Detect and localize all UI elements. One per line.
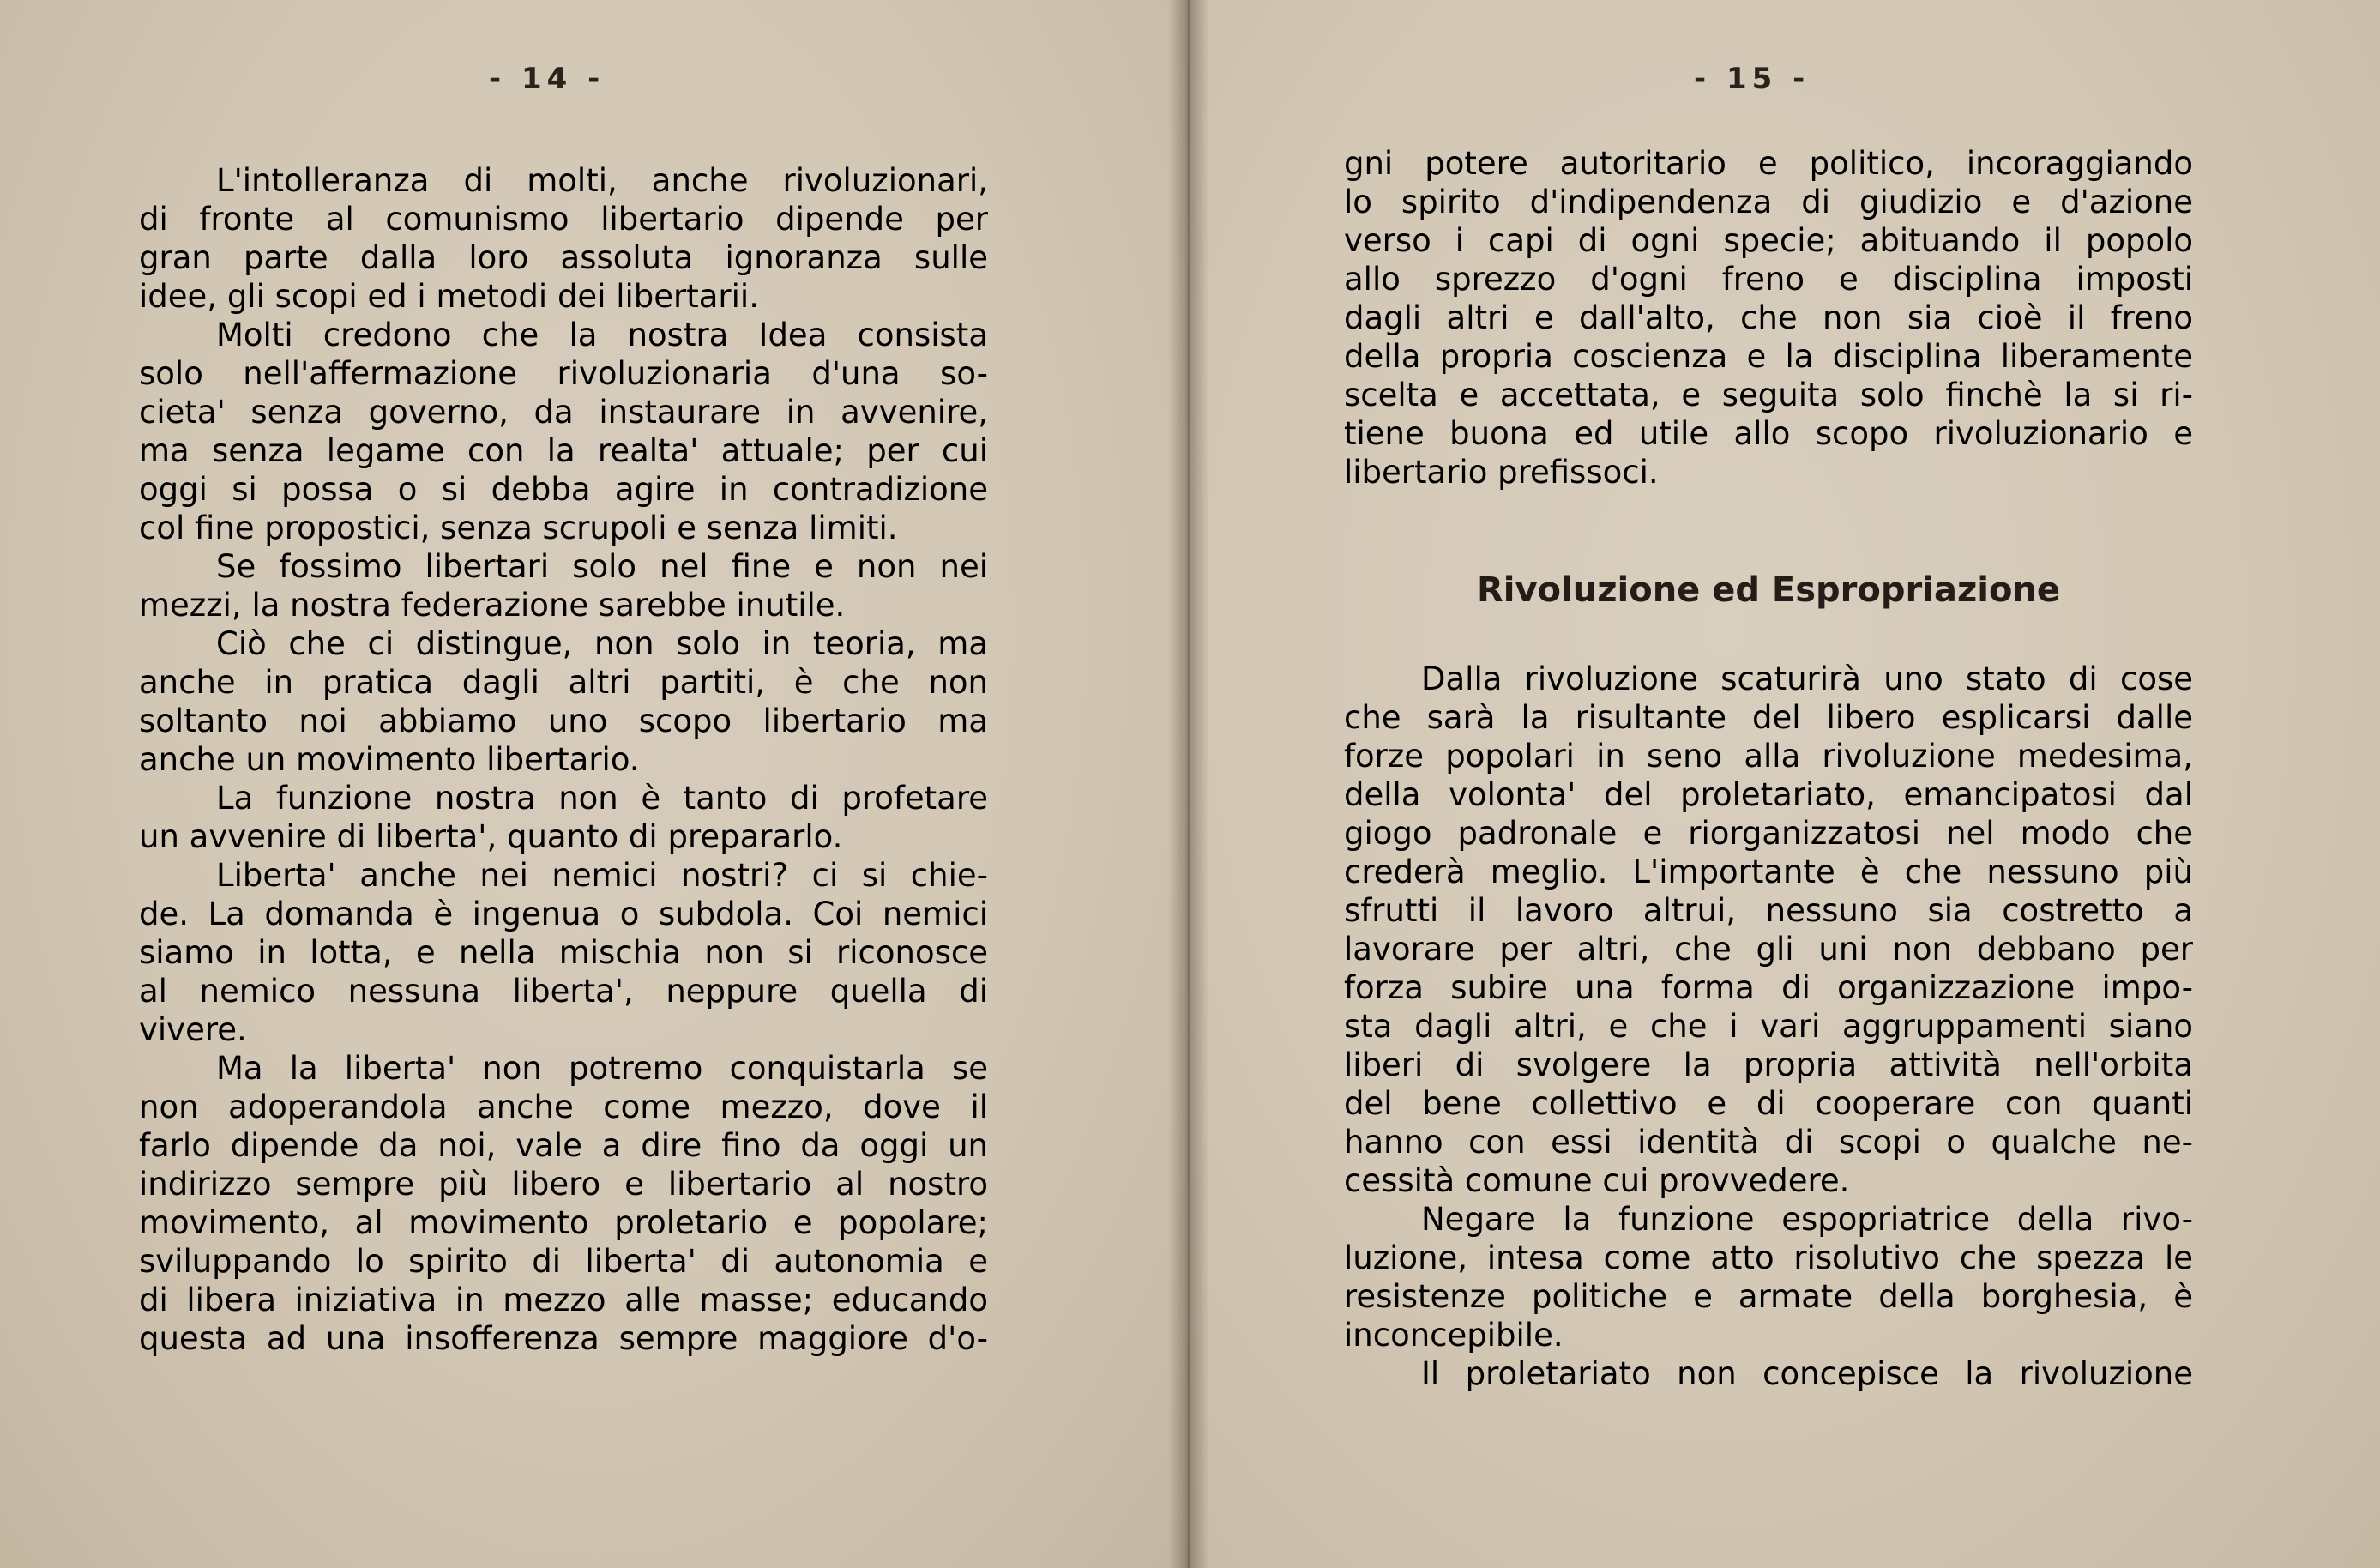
text-line: lavorare per altri, che gli uni non debbano per	[1344, 931, 2193, 968]
text-line: un avvenire di liberta', quanto di prepararlo.	[139, 818, 843, 855]
text-line: del bene collettivo e di cooperare con quanti	[1344, 1085, 2193, 1122]
text-line: Se fossimo libertari solo nel fine e non nei	[216, 548, 988, 585]
text-line: della volonta' del proletariato, emancipatosi dal	[1344, 776, 2193, 813]
text-line: siamo in lotta, e nella mischia non si riconosce	[139, 934, 988, 971]
text-line: gran parte dalla loro assoluta ignoranza sulle	[139, 239, 988, 276]
text-line: indirizzo sempre più libero e libertario al nostro	[139, 1166, 988, 1203]
section-heading: Rivoluzione ed Espropriazione	[1476, 570, 2061, 610]
text-line: Dalla rivoluzione scaturirà uno stato di cose	[1421, 660, 2193, 697]
text-line: di libera iniziativa in mezzo alle masse; educando	[139, 1282, 988, 1318]
text-line: forze popolari in seno alla rivoluzione medesima,	[1344, 738, 2193, 775]
text-line: scelta e accettata, e seguita solo finchè la si ri-	[1344, 377, 2193, 413]
text-line: della propria coscienza e la disciplina liberamente	[1344, 338, 2193, 375]
text-line: liberi di svolgere la propria attività nell'orbita	[1344, 1046, 2193, 1083]
text-line: tiene buona ed utile allo scopo rivoluzionario e	[1344, 415, 2193, 452]
text-line: sviluppando lo spirito di liberta' di autonomia e	[139, 1243, 988, 1280]
text-line: Ma la liberta' non potremo conquistarla se	[216, 1050, 988, 1087]
page-number: - 15 -	[1694, 62, 1811, 96]
text-line: ma senza legame con la realta' attuale; per cui	[139, 432, 988, 469]
text-line: giogo padronale e riorganizzatosi nel modo che	[1344, 815, 2193, 852]
text-line: soltanto noi abbiamo uno scopo libertario ma	[139, 703, 988, 739]
text-line: cessità comune cui provvedere.	[1344, 1162, 1850, 1199]
text-line: forza subire una forma di organizzazione impo-	[1344, 969, 2193, 1006]
text-line: gni potere autoritario e politico, incoraggiando	[1344, 145, 2193, 182]
right-text-top	[1344, 144, 2193, 492]
text-line: resistenze politiche e armate della borghesia, è	[1344, 1278, 2193, 1315]
page-number: - 14 -	[489, 62, 606, 96]
text-line: Ciò che ci distingue, non solo in teoria, ma	[216, 625, 988, 662]
text-line: sta dagli altri, e che i vari aggruppamenti siano	[1344, 1008, 2193, 1045]
text-line: inconcepibile.	[1344, 1317, 1564, 1354]
text-line: cieta' senza governo, da instaurare in avvenire,	[139, 394, 988, 431]
text-line: farlo dipende da noi, vale a dire fino da oggi un	[139, 1127, 988, 1164]
text-line: luzione, intesa come atto risolutivo che spezza le	[1344, 1239, 2193, 1276]
text-line: lo spirito d'indipendenza di giudizio e d'azione	[1344, 184, 2193, 220]
book-gutter	[1168, 0, 1209, 1568]
text-line: allo sprezzo d'ogni freno e disciplina imposti	[1344, 261, 2193, 298]
right-text-column	[1344, 144, 2193, 1393]
text-line: col fine propostici, senza scrupoli e senza limiti.	[139, 510, 898, 546]
text-line: verso i capi di ogni specie; abituando il popolo	[1344, 222, 2193, 259]
text-line: anche un movimento libertario.	[139, 741, 640, 778]
text-line: La funzione nostra non è tanto di profetare	[216, 780, 988, 817]
right-text-bottom	[1344, 660, 2193, 1393]
text-line: hanno con essi identità di scopi o qualche ne-	[1344, 1124, 2193, 1161]
text-line: di fronte al comunismo libertario dipende per	[139, 201, 988, 238]
text-line: crederà meglio. L'importante è che nessuno più	[1344, 853, 2193, 890]
text-line: questa ad una insofferenza sempre maggiore d'o-	[139, 1320, 988, 1357]
text-line: Liberta' anche nei nemici nostri? ci si chie-	[216, 857, 988, 894]
text-line: dagli altri e dall'alto, che non sia cioè il freno	[1344, 299, 2193, 336]
text-line: che sarà la risultante del libero esplicarsi dalle	[1344, 699, 2193, 736]
text-line: Molti credono che la nostra Idea consista	[216, 317, 988, 353]
text-line: oggi si possa o si debba agire in contradizione	[139, 471, 988, 508]
text-line: non adoperandola anche come mezzo, dove il	[139, 1089, 988, 1125]
text-line: solo nell'affermazione rivoluzionaria d'una so-	[139, 355, 988, 392]
text-line: mezzi, la nostra federazione sarebbe inutile.	[139, 587, 846, 624]
text-line: anche in pratica dagli altri partiti, è che non	[139, 664, 988, 701]
text-line: sfrutti il lavoro altrui, nessuno sia costretto a	[1344, 892, 2193, 929]
text-line: de. La domanda è ingenua o subdola. Coi nemici	[139, 896, 988, 932]
text-line: Negare la funzione espopriatrice della rivo-	[1421, 1201, 2193, 1238]
text-line: Il proletariato non concepisce la rivoluzione	[1421, 1355, 2193, 1392]
text-line: vivere.	[139, 1011, 247, 1048]
text-line: idee, gli scopi ed i metodi dei libertarii.	[139, 278, 759, 315]
text-line: al nemico nessuna liberta', neppure quella di	[139, 973, 988, 1010]
text-line: libertario prefissoci.	[1344, 454, 1659, 491]
text-line: L'intolleranza di molti, anche rivoluzionari,	[216, 162, 988, 199]
left-text-column	[139, 161, 988, 1358]
text-line: movimento, al movimento proletario e popolare;	[139, 1204, 988, 1241]
